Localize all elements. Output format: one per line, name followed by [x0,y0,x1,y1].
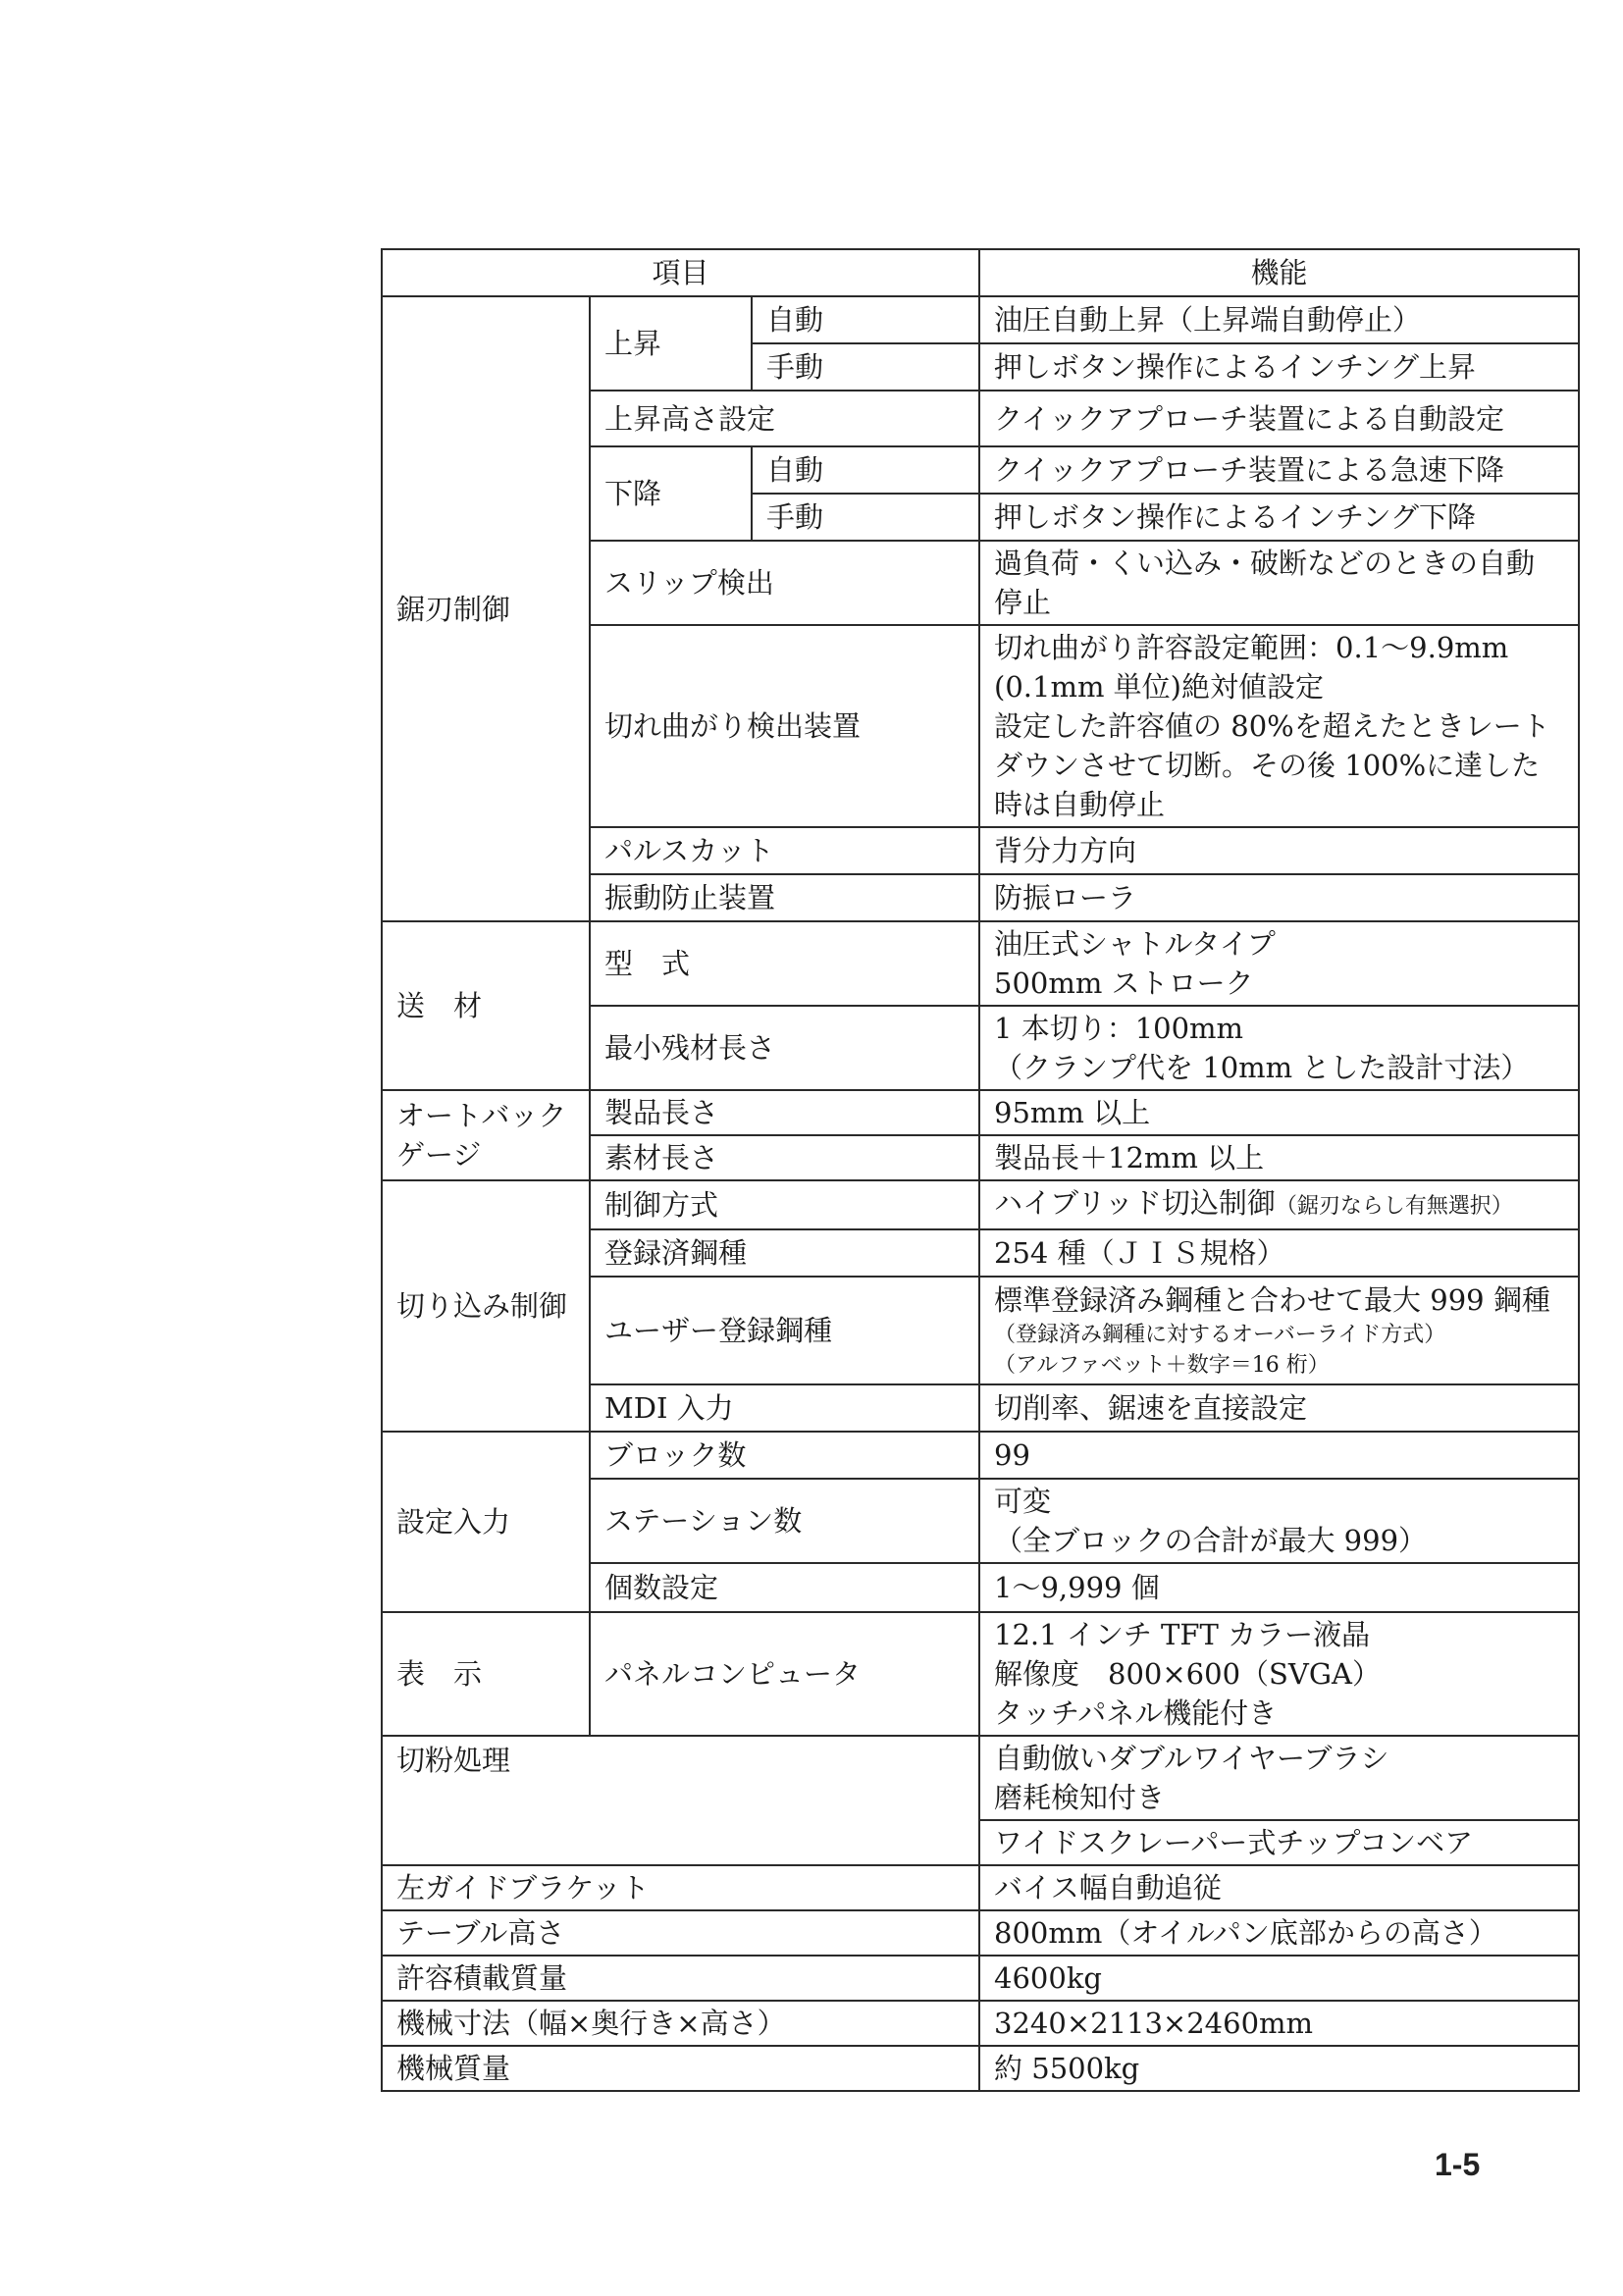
control-method-label: 制御方式 [590,1180,979,1229]
slip-line: 停止 [994,586,1052,619]
table-row [382,296,1579,343]
min-remnant-value [979,1006,1579,1090]
rise-auto-value: 油圧自動上昇（上昇端自動停止） [979,296,1579,343]
feed-type-line: 油圧式シャトルタイプ [994,927,1276,961]
backgauge-label-line: ゲージ [396,1138,482,1172]
user-steel-label: ユーザー登録鋼種 [590,1277,979,1384]
header-item: 項目 [382,249,979,296]
chip-handling-value [979,1736,1579,1820]
chip-handling-label: 切粉処理 [382,1736,979,1865]
descend-label: 下降 [590,446,752,541]
machine-mass-value: 約 5500kg [979,2046,1579,2091]
display-label: 表 示 [382,1612,590,1736]
feed-type-value [979,921,1579,1006]
feed-type-line: 500mm ストローク [994,966,1254,1000]
control-method-note: （鋸刃ならし有無選択） [1275,1194,1513,1219]
piece-count-label: 個数設定 [590,1563,979,1612]
mdi-input-label: MDI 入力 [590,1384,979,1432]
guide-bracket-label: 左ガイドブラケット [382,1865,979,1910]
panel-line: 12.1 インチ TFT カラー液晶 [994,1618,1371,1651]
chip-brush-line: 自動倣いダブルワイヤーブラシ [994,1742,1389,1775]
table-row [382,1180,1579,1229]
bend-detector-label: 切れ曲がり検出装置 [590,625,979,827]
block-count-label: ブロック数 [590,1432,979,1479]
bend-detector-value [979,625,1579,827]
table-row [382,1910,1579,1956]
table-row [382,1736,1579,1820]
panel-line: タッチパネル機能付き [994,1696,1278,1730]
block-count-value: 99 [979,1432,1579,1479]
machine-dimensions-value: 3240×2113×2460mm [979,2001,1579,2046]
bend-line: ダウンさせて切断。その後 100%に達した [994,749,1541,782]
product-length-value: 95mm 以上 [979,1090,1579,1135]
slip-line: 過負荷・くい込み・破断などのときの自動 [994,547,1536,580]
table-height-value: 800mm（オイルパン底部からの高さ） [979,1910,1579,1956]
piece-count-value: 1～9,999 個 [979,1563,1579,1612]
vibration-value: 防振ローラ [979,874,1579,921]
registered-steel-label: 登録済鋼種 [590,1229,979,1277]
material-length-label: 素材長さ [590,1135,979,1180]
machine-mass-label: 機械質量 [382,2046,979,2091]
registered-steel-value: 254 種（ＪＩＳ規格） [979,1229,1579,1277]
table-row [382,1612,1579,1736]
descend-manual-value: 押しボタン操作によるインチング下降 [979,494,1579,541]
station-count-line: 可変 [994,1485,1052,1518]
header-function: 機能 [979,249,1579,296]
station-count-label: ステーション数 [590,1479,979,1563]
table-row [382,921,1579,1006]
bend-line: 設定した許容値の 80%を超えたときレート [994,709,1550,743]
pulse-cut-label: パルスカット [590,827,979,874]
table-row [382,2046,1579,2091]
slip-label: スリップ検出 [590,541,979,625]
descend-manual-label: 手動 [752,494,979,541]
station-count-line: （全ブロックの合計が最大 999） [994,1524,1428,1557]
descend-auto-label: 自動 [752,446,979,494]
table-height-label: テーブル高さ [382,1910,979,1956]
load-capacity-label: 許容積載質量 [382,1956,979,2001]
rise-manual-value: 押しボタン操作によるインチング上昇 [979,343,1579,391]
product-length-label: 製品長さ [590,1090,979,1135]
pulse-cut-value: 背分力方向 [979,827,1579,874]
min-remnant-line: （クランプ代を 10mm とした設計寸法） [994,1051,1530,1084]
table-row [382,1432,1579,1479]
min-remnant-line: 1 本切り：100mm [994,1012,1244,1045]
rise-label: 上昇 [590,296,752,391]
feed-type-label: 型 式 [590,921,979,1006]
page-number: 1-5 [1435,2147,1481,2182]
backgauge-label-line: オートバック [396,1099,567,1132]
rise-auto-label: 自動 [752,296,979,343]
table-row [382,1956,1579,2001]
table-row [382,1865,1579,1910]
blade-control-label: 鋸刃制御 [382,296,590,921]
chip-conveyor-value: ワイドスクレーパー式チップコンベア [979,1820,1579,1865]
bend-line: 時は自動停止 [994,788,1166,821]
bend-line: (0.1mm 単位)絶対値設定 [994,670,1324,704]
guide-bracket-value: バイス幅自動追従 [979,1865,1579,1910]
control-method-value [979,1180,1579,1229]
material-length-value: 製品長＋12mm 以上 [979,1135,1579,1180]
table-row [382,1090,1579,1135]
feed-label: 送 材 [382,921,590,1090]
rise-height-label: 上昇高さ設定 [590,391,979,446]
user-steel-note: （登録済み鋼種に対するオーバーライド方式） [994,1323,1446,1347]
user-steel-value [979,1277,1579,1384]
panel-computer-label: パネルコンピュータ [590,1612,979,1736]
rise-manual-label: 手動 [752,343,979,391]
station-count-value [979,1479,1579,1563]
min-remnant-label: 最小残材長さ [590,1006,979,1090]
control-method-text: ハイブリッド切込制御 [994,1186,1276,1220]
vibration-label: 振動防止装置 [590,874,979,921]
mdi-input-value: 切削率、鋸速を直接設定 [979,1384,1579,1432]
load-capacity-value: 4600kg [979,1956,1579,2001]
spec-table [381,248,1580,2092]
panel-line: 解像度 800×600（SVGA） [994,1657,1381,1691]
panel-computer-value [979,1612,1579,1736]
table-row [382,2001,1579,2046]
chip-brush-line: 磨耗検知付き [994,1781,1166,1814]
header-row [382,249,1579,296]
machine-dimensions-label: 機械寸法（幅×奥行き×高さ） [382,2001,979,2046]
descend-auto-value: クイックアプローチ装置による急速下降 [979,446,1579,494]
rise-height-value: クイックアプローチ装置による自動設定 [979,391,1579,446]
settings-input-label: 設定入力 [382,1432,590,1612]
user-steel-line: 標準登録済み鋼種と合わせて最大 999 鋼種 [994,1283,1550,1317]
backgauge-label [382,1090,590,1180]
user-steel-note: （アルファベット＋数字＝16 桁） [994,1353,1330,1378]
cutting-control-label: 切り込み制御 [382,1180,590,1432]
slip-value [979,541,1579,625]
bend-line: 切れ曲がり許容設定範囲：0.1～9.9mm [994,631,1509,664]
